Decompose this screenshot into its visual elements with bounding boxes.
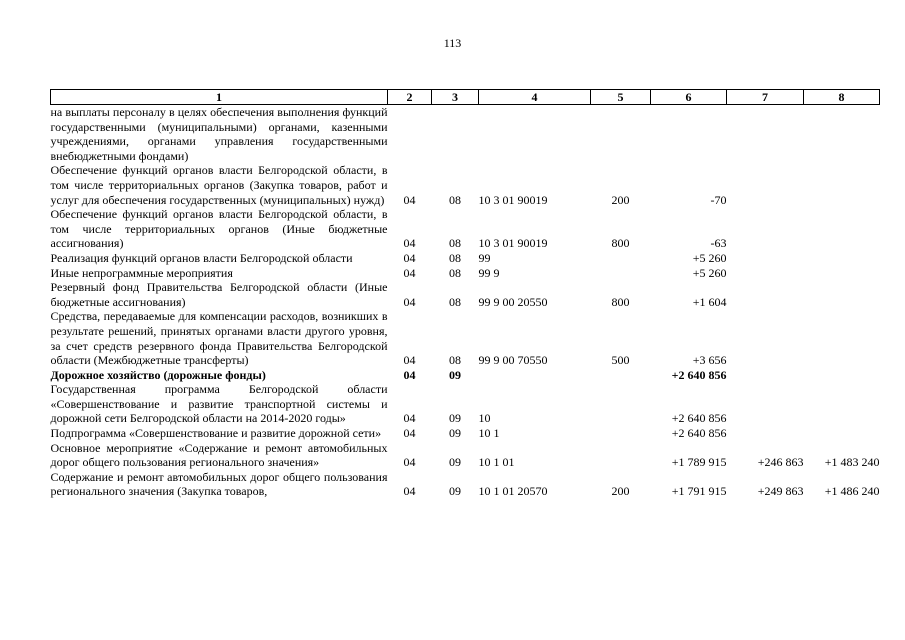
row-cell-c5: 500 xyxy=(611,353,630,368)
header-cell: 1 xyxy=(51,90,388,105)
row-cell-c8 xyxy=(804,266,880,281)
row-cell-c4: 99 xyxy=(478,250,491,265)
row-cell-c2: 04 xyxy=(403,192,416,207)
row-cell-c6: +1 791 915 xyxy=(671,484,727,499)
row-cell-c3: 08 xyxy=(449,250,461,265)
row-cell-c2: 04 xyxy=(403,353,416,368)
row-cell-c6: +1 604 xyxy=(692,294,727,309)
row-cell-c4: 10 1 01 xyxy=(478,455,515,470)
row-cell-c3 xyxy=(432,105,479,164)
row-cell-c8 xyxy=(804,309,880,367)
row-description: Обеспечение функций органов власти Белгородской области, в том числе территориальных органов (Иные бюджетные ассигнования) xyxy=(50,207,388,251)
row-cell-c7: +246 863 xyxy=(757,455,804,470)
row-cell-c7: +249 863 xyxy=(757,484,804,499)
row-cell-c7 xyxy=(727,163,804,207)
table-row xyxy=(51,207,880,251)
row-cell-c5: 800 xyxy=(611,294,630,309)
row-cell-c5 xyxy=(591,426,651,441)
header-cell: 3 xyxy=(432,90,479,105)
table-row xyxy=(51,309,880,367)
row-cell-c6 xyxy=(651,105,727,164)
header-cell: 6 xyxy=(651,90,727,105)
row-cell-c6: +5 260 xyxy=(692,250,727,265)
row-cell-c4: 99 9 00 20550 xyxy=(478,294,548,309)
row-cell-c5: 200 xyxy=(611,192,630,207)
row-description: Основное мероприятие «Содержание и ремонт автомобильных дорог общего пользования регионального значения» xyxy=(50,440,388,470)
row-cell-c6: -70 xyxy=(710,192,727,207)
row-cell-c4: 10 1 xyxy=(478,426,500,441)
row-cell-c6: +2 640 856 xyxy=(671,426,727,441)
row-cell-c8 xyxy=(804,163,880,207)
row-cell-c5 xyxy=(591,382,651,426)
row-cell-c7 xyxy=(727,105,804,164)
table-row xyxy=(51,163,880,207)
row-cell-c5 xyxy=(591,266,651,281)
row-cell-c5: 800 xyxy=(611,236,630,251)
row-cell-c2 xyxy=(388,105,432,164)
row-cell-c2: 04 xyxy=(403,294,416,309)
row-cell-c4 xyxy=(479,105,591,164)
row-cell-c2: 04 xyxy=(403,411,416,426)
table-row xyxy=(51,266,880,281)
row-cell-c5: 200 xyxy=(611,484,630,499)
row-cell-c8: +1 486 240 xyxy=(824,484,880,499)
row-description: на выплаты персоналу в целях обеспечения выполнения функций государственными (муниципальными) органами, казенными учреждениями, органами управления государственными внебюджетными фондами) xyxy=(50,105,388,163)
row-cell-c4: 10 xyxy=(478,411,491,426)
table-row xyxy=(51,470,880,499)
row-cell-c2: 04 xyxy=(403,455,416,470)
row-cell-c3: 08 xyxy=(449,353,461,368)
row-cell-c3: 08 xyxy=(449,192,461,207)
row-cell-c8 xyxy=(804,368,880,383)
table-row xyxy=(51,382,880,426)
row-cell-c3: 09 xyxy=(449,426,461,441)
row-cell-c4: 10 1 01 20570 xyxy=(478,484,548,499)
row-cell-c2: 04 xyxy=(403,367,416,382)
row-cell-c4: 99 9 xyxy=(478,265,500,280)
row-description: Государственная программа Белгородской области «Совершенствование и развитие транспортной системы и дорожной сети Белгородской области на 2014-2020 годы» xyxy=(50,382,388,426)
row-cell-c7 xyxy=(727,426,804,441)
row-cell-c7 xyxy=(727,309,804,367)
row-cell-c3: 08 xyxy=(449,294,461,309)
row-cell-c2: 04 xyxy=(403,484,416,499)
row-description: Дорожное хозяйство (дорожные фонды) xyxy=(50,367,266,382)
row-cell-c5 xyxy=(591,441,651,470)
header-cell: 7 xyxy=(727,90,804,105)
row-cell-c6: +3 656 xyxy=(692,353,727,368)
table-row xyxy=(51,280,880,309)
row-cell-c6: -63 xyxy=(710,236,727,251)
row-cell-c2: 04 xyxy=(403,265,416,280)
row-cell-c3: 09 xyxy=(449,367,461,382)
row-cell-c7 xyxy=(727,207,804,251)
table-row xyxy=(51,105,880,164)
row-cell-c3: 09 xyxy=(449,484,461,499)
header-cell: 5 xyxy=(591,90,651,105)
row-cell-c2: 04 xyxy=(403,250,416,265)
row-cell-c4 xyxy=(479,368,591,383)
header-row xyxy=(51,90,880,105)
row-cell-c5 xyxy=(591,368,651,383)
row-description: Обеспечение функций органов власти Белгородской области, в том числе территориальных органов (Закупка товаров, работ и услуг для обеспечения государственных (муниципальных) нужд) xyxy=(50,163,388,207)
row-cell-c6: +1 789 915 xyxy=(671,455,727,470)
table-row xyxy=(51,368,880,383)
row-cell-c7 xyxy=(727,266,804,281)
row-cell-c2: 04 xyxy=(403,236,416,251)
header-cell: 8 xyxy=(804,90,880,105)
row-cell-c8 xyxy=(804,207,880,251)
row-cell-c8 xyxy=(804,251,880,266)
row-description: Резервный фонд Правительства Белгородской области (Иные бюджетные ассигнования) xyxy=(50,280,388,309)
budget-table xyxy=(50,89,880,499)
row-cell-c6: +2 640 856 xyxy=(671,411,727,426)
row-cell-c4: 99 9 00 70550 xyxy=(478,353,548,368)
row-cell-c8 xyxy=(804,280,880,309)
row-cell-c7 xyxy=(727,280,804,309)
row-description: Реализация функций органов власти Белгородской области xyxy=(50,250,353,265)
row-cell-c2: 04 xyxy=(403,426,416,441)
row-description: Подпрограмма «Совершенствование и развитие дорожной сети» xyxy=(50,426,382,441)
row-cell-c8 xyxy=(804,382,880,426)
header-cell: 2 xyxy=(388,90,432,105)
row-cell-c8 xyxy=(804,426,880,441)
row-cell-c7 xyxy=(727,251,804,266)
row-cell-c6: +5 260 xyxy=(692,265,727,280)
row-description: Содержание и ремонт автомобильных дорог общего пользования регионального значения (Закупка товаров, xyxy=(50,469,388,499)
row-cell-c7 xyxy=(727,368,804,383)
row-description: Средства, передаваемые для компенсации расходов, возникших в результате решений, принятых органами власти другого уровня, за счет средств резервного фонда Правительства Белгородской области (Межбюджетные трансферты) xyxy=(50,309,388,368)
row-cell-c3: 09 xyxy=(449,455,461,470)
row-cell-c5 xyxy=(591,251,651,266)
header-cell: 4 xyxy=(479,90,591,105)
row-cell-c3: 08 xyxy=(449,265,461,280)
row-cell-c3: 08 xyxy=(449,236,461,251)
row-cell-c4: 10 3 01 90019 xyxy=(478,236,548,251)
row-cell-c7 xyxy=(727,382,804,426)
row-cell-c8 xyxy=(804,105,880,164)
row-cell-c4: 10 3 01 90019 xyxy=(478,192,548,207)
page-number: 113 xyxy=(443,36,462,50)
row-cell-c6: +2 640 856 xyxy=(671,367,727,382)
row-cell-c3: 09 xyxy=(449,411,461,426)
row-cell-c5 xyxy=(591,105,651,164)
row-cell-c8: +1 483 240 xyxy=(824,455,880,470)
table-row xyxy=(51,426,880,441)
table-row xyxy=(51,251,880,266)
row-description: Иные непрограммные мероприятия xyxy=(50,265,233,280)
table-row xyxy=(51,441,880,470)
